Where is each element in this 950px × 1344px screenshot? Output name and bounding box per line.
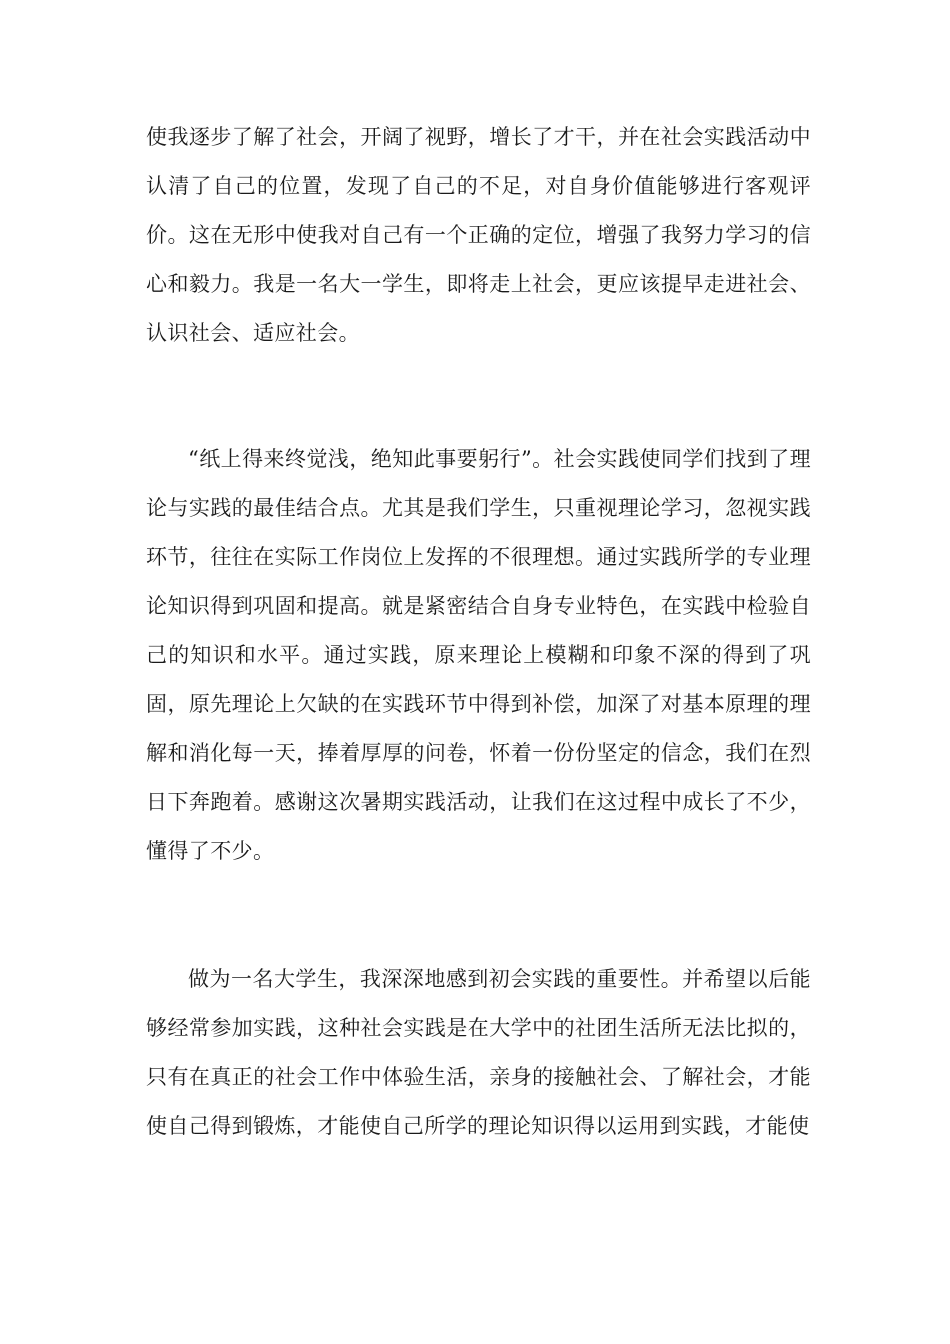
paragraph-2: “纸上得来终觉浅，绝知此事要躬行”。社会实践使同学们找到了理论与实践的最佳结合点。尤其是我们学生，只重视理论学习，忽视实践环节，往往在实际工作岗位上发挥的不很理想。通过实践所学的专业理论知识得到巩固和提高。就是紧密结合自身专业特色，在实践中检验自己的知识和水平。通过实践，原来理论上模糊和印象不深的得到了巩固，原先理论上欠缺的在实践环节中得到补偿，加深了对基本原理的理解和消化每一天，捧着厚厚的问卷，怀着一份份坚定的信念，我们在烈日下奔跑着。感谢这次暑期实践活动，让我们在这过程中成长了不少，懂得了不少。 xyxy=(146,447,811,863)
paragraph-3: 做为一名大学生，我深深地感到初会实践的重要性。并希望以后能够经常参加实践，这种社会实践是在大学中的社团生活所无法比拟的，只有在真正的社会工作中体验生活，亲身的接触社会、了解社会，才能使自己得到锻炼，才能使自己所学的理论知识得以运用到实践，才能使 xyxy=(146,967,811,1138)
paragraph-1: 使我逐步了解了社会，开阔了视野，增长了才干，并在社会实践活动中认清了自己的位置，发现了自己的不足，对自身价值能够进行客观评价。这在无形中使我对自己有一个正确的定位，增强了我努力学习的信心和毅力。我是一名大一学生，即将走上社会，更应该提早走进社会、认识社会、适应社会。 xyxy=(146,125,811,345)
